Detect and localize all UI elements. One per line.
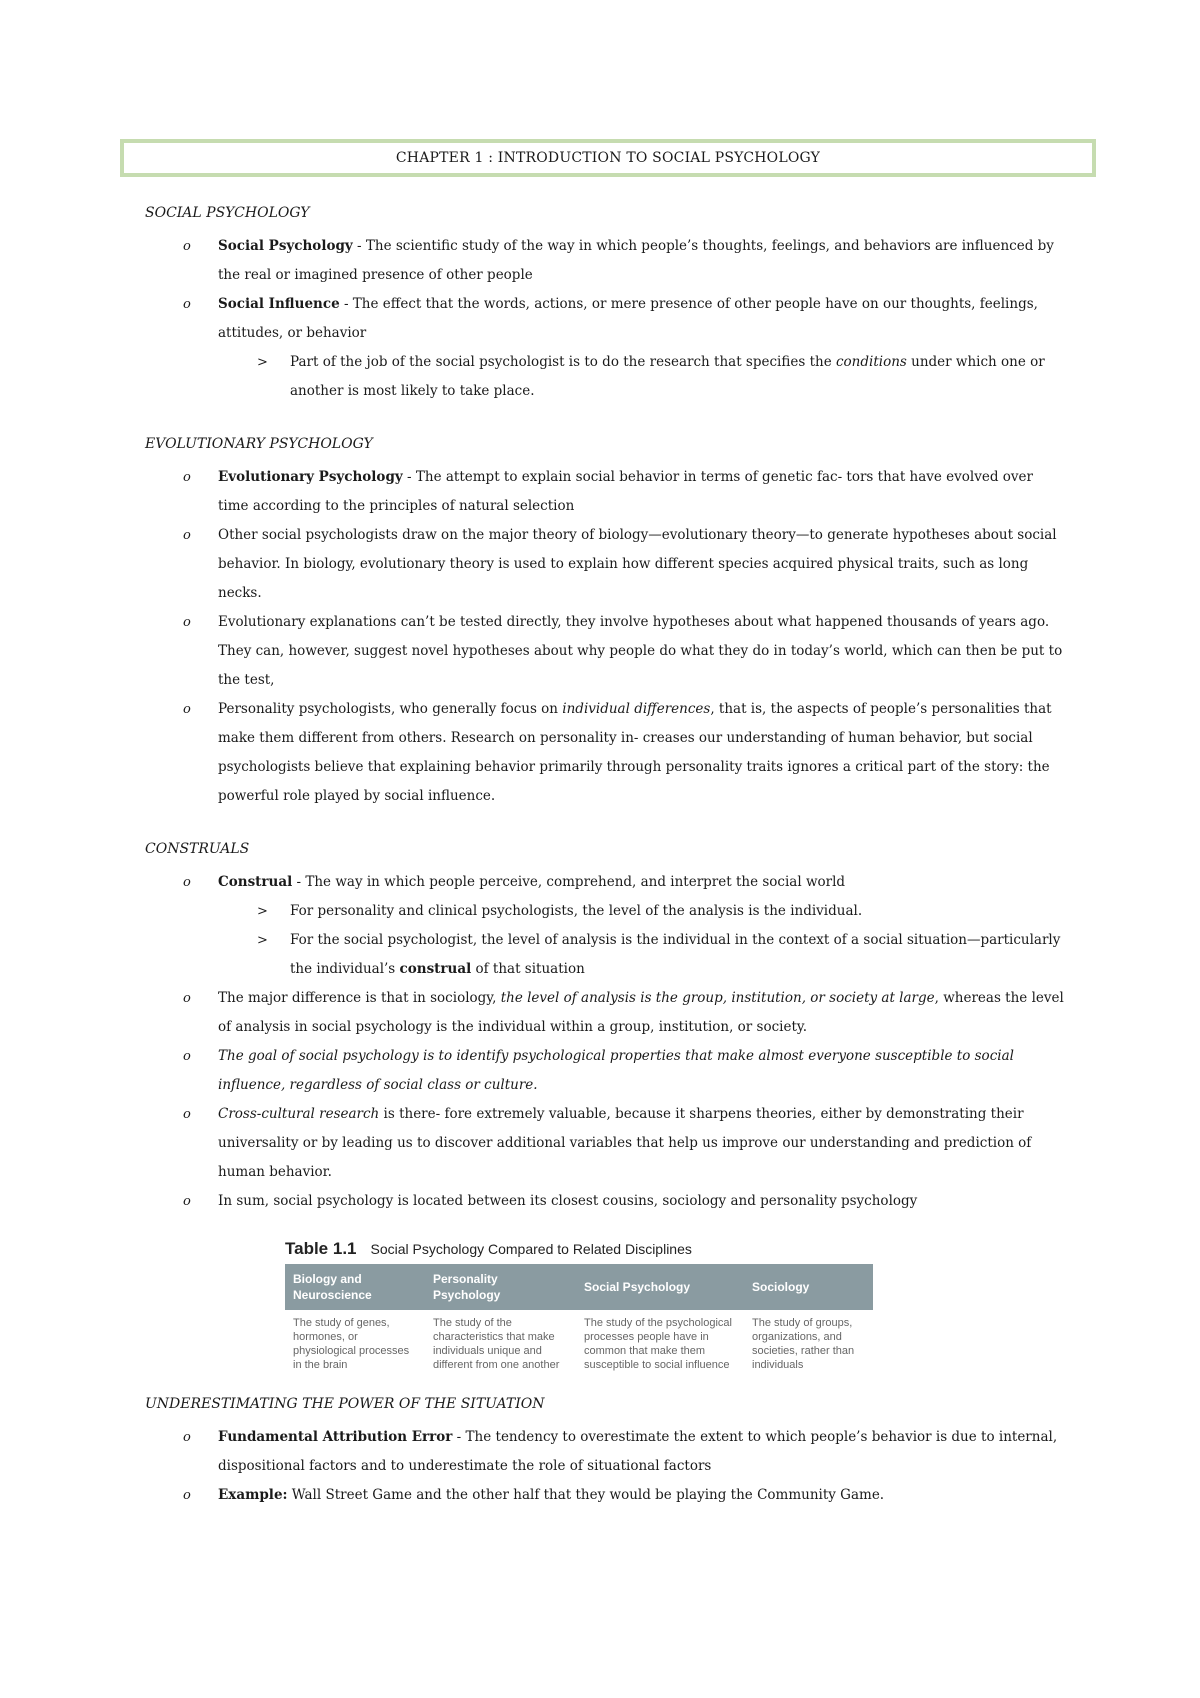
text: Part of the job of the social psychologist is to do the research that specifies the [290, 354, 836, 370]
text: of that situation [471, 961, 585, 977]
chapter-title: CHAPTER 1 : INTRODUCTION TO SOCIAL PSYCHOLOGY [120, 139, 1096, 177]
table-number: Table 1.1 [285, 1239, 357, 1258]
sub-bullet-marker: > [257, 355, 268, 370]
list-item [145, 1187, 1065, 1216]
table-cell: The study of groups, organizations, and societies, rather than individuals [752, 1317, 855, 1371]
text: , that is, the aspects of people’s personalities that make them different from others. Research on personality in- creases our understanding of human behavior, but social psychologists believe that explaining behavior primarily through personality traits ignores a critical part of the story: the powerful role played by social influence. [218, 701, 1052, 804]
bullet-marker: o [183, 991, 191, 1006]
definition: - The tendency to overestimate the extent to which people’s behavior is due to internal, dispositional factors and to underestimate the role of situational factors [218, 1429, 1058, 1474]
list-item [145, 521, 1065, 608]
list-item [145, 868, 1065, 897]
list-item [145, 1100, 1065, 1187]
bullet-marker: o [183, 239, 191, 254]
table-header-cell: Social Psychology [584, 1280, 691, 1294]
text: For personality and clinical psychologists, the level of the analysis is the individual. [290, 903, 863, 919]
sub-bullet-marker: > [257, 933, 268, 948]
bullet-marker: o [183, 875, 191, 890]
text: For the social psychologist, the level of analysis is the individual in the context of a social situation—particularly the individual’s [290, 932, 1061, 977]
list-item [145, 695, 1065, 811]
term: Evolutionary Psychology [218, 469, 403, 485]
list-item [145, 608, 1065, 695]
list-item [145, 1423, 1065, 1481]
bullet-marker: o [183, 615, 191, 630]
table-cell: The study of the characteristics that make individuals unique and different from one another [433, 1317, 560, 1371]
definition: - The effect that the words, actions, or mere presence of other people have on our thoughts, feelings, attitudes, or behavior [218, 296, 1038, 341]
list-item [145, 1481, 1065, 1510]
table-caption-text: Social Psychology Compared to Related Disciplines [370, 1241, 692, 1257]
table-header-cell: Personality Psychology [433, 1272, 501, 1302]
bullet-marker: o [183, 702, 191, 717]
text: Evolutionary explanations can’t be tested directly, they involve hypotheses about what happened thousands of years ago. They can, however, suggest novel hypotheses about why people do what they do in today’s world, which can then be put to the test, [218, 614, 1063, 688]
section-heading-evolutionary-psychology: EVOLUTIONARY PSYCHOLOGY [145, 436, 373, 452]
bullet-marker: o [183, 470, 191, 485]
text: In sum, social psychology is located between its closest cousins, sociology and personality psychology [218, 1193, 918, 1209]
table-header-cell: Biology and Neuroscience [293, 1272, 372, 1302]
text: The major difference is that in sociology, [218, 990, 501, 1006]
table-caption [285, 1234, 873, 1264]
text: Personality psychologists, who generally focus on [218, 701, 563, 717]
table-header-cell: Sociology [752, 1280, 810, 1294]
list-item [145, 1042, 1065, 1100]
emphasis: Cross-cultural research [218, 1106, 380, 1122]
table-figure [285, 1234, 873, 1372]
definition: - The scientific study of the way in which people’s thoughts, feelings, and behaviors are influenced by the real or imagined presence of other people [218, 238, 1054, 283]
sub-list-item [145, 897, 1065, 926]
table-header-row [285, 1264, 873, 1310]
bullet-marker: o [183, 297, 191, 312]
text: Wall Street Game and the other half that they would be playing the Community Game. [287, 1487, 885, 1503]
sub-bullet-marker: > [257, 904, 268, 919]
emphasis: individual differences [562, 701, 711, 717]
bullet-marker: o [183, 1488, 191, 1503]
bullet-marker: o [183, 1194, 191, 1209]
sub-list-item [145, 926, 1065, 984]
table-row [285, 1310, 873, 1372]
bullet-marker: o [183, 1107, 191, 1122]
table-cell: The study of genes, hormones, or physiological processes in the brain [293, 1317, 410, 1371]
bullet-marker: o [183, 1430, 191, 1445]
section-heading-social-psychology: SOCIAL PSYCHOLOGY [145, 205, 310, 221]
term: construal [399, 961, 472, 977]
term: Fundamental Attribution Error [218, 1429, 453, 1445]
term: Social Psychology [218, 238, 353, 254]
emphasis: conditions [835, 354, 907, 370]
text: , whereas the level of analysis in social psychology is the individual within a group, institution, or society. [218, 990, 1064, 1035]
text: under which one or another is most likely to take place. [290, 354, 1045, 399]
bullet-marker: o [183, 1049, 191, 1064]
list-item [145, 232, 1065, 290]
table-cell: The study of the psychological processes people have in common that make them susceptible to social influence [584, 1317, 732, 1371]
definition: - The way in which people perceive, comprehend, and interpret the social world [292, 874, 846, 890]
sub-list-item [145, 348, 1065, 406]
text: Other social psychologists draw on the major theory of biology—evolutionary theory—to generate hypotheses about social behavior. In biology, evolutionary theory is used to explain how different species acquired physical traits, such as long necks. [218, 527, 1057, 601]
term: Construal [218, 874, 293, 890]
section-heading-construals: CONSTRUALS [145, 841, 250, 857]
document-body [145, 203, 1065, 1510]
emphasis: the level of analysis is the group, institution, or society at large [500, 990, 935, 1006]
term: Social Influence [218, 296, 340, 312]
bullet-marker: o [183, 528, 191, 543]
list-item [145, 463, 1065, 521]
emphasis: The goal of social psychology is to identify psychological properties that make almost everyone susceptible to social influence, regardless of social class or culture. [218, 1048, 1014, 1093]
section-heading-power-of-situation: UNDERESTIMATING THE POWER OF THE SITUATION [145, 1396, 545, 1412]
list-item [145, 290, 1065, 348]
text: is there- fore extremely valuable, because it sharpens theories, either by demonstrating their universality or by leading us to discover additional variables that help us improve our understanding and prediction of human behavior. [218, 1106, 1032, 1180]
definition: - The attempt to explain social behavior in terms of genetic fac- tors that have evolved over time according to the principles of natural selection [218, 469, 1033, 514]
list-item [145, 984, 1065, 1042]
term: Example: [218, 1487, 288, 1503]
